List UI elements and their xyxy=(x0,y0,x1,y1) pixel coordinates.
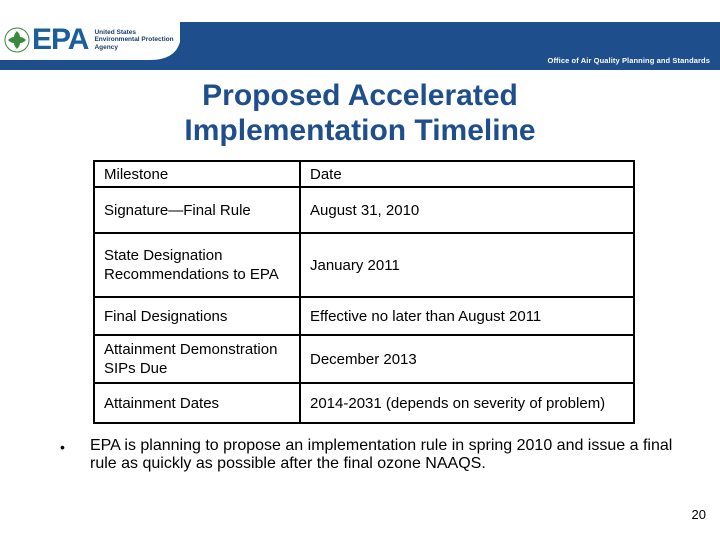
bullet-icon: • xyxy=(60,439,65,455)
table-row xyxy=(94,297,634,335)
epa-flower-icon xyxy=(4,27,30,53)
epa-logo-text: EPA xyxy=(32,23,89,56)
milestone-cell: Attainment Dates xyxy=(94,383,300,423)
date-cell: Effective no later than August 2011 xyxy=(300,297,634,335)
header-date: Date xyxy=(300,161,634,187)
date-cell: January 2011 xyxy=(300,233,634,297)
milestone-cell: State Designation Recommendations to EPA xyxy=(94,233,300,297)
date-cell: August 31, 2010 xyxy=(300,187,634,233)
office-name: Office of Air Quality Planning and Standards xyxy=(547,56,710,65)
table-row xyxy=(94,187,634,233)
table-header-row xyxy=(94,161,634,187)
header-milestone: Milestone xyxy=(94,161,300,187)
table-row xyxy=(94,233,634,297)
slide-header xyxy=(0,0,720,72)
timeline-table xyxy=(93,160,635,424)
epa-logo xyxy=(4,20,174,60)
bullet-item xyxy=(60,437,680,473)
date-cell: December 2013 xyxy=(300,335,634,383)
agency-name: United States Environmental Protection Agency xyxy=(94,28,174,51)
slide-title: Proposed Accelerated Implementation Timeline xyxy=(184,79,536,147)
milestone-cell: Attainment Demonstration SIPs Due xyxy=(94,335,300,383)
table-row xyxy=(94,335,634,383)
date-cell: 2014-2031 (depends on severity of problem) xyxy=(300,383,634,423)
bullet-text: EPA is planning to propose an implementation rule in spring 2010 and issue a final rule as quickly as possible after the final ozone NAAQS. xyxy=(90,437,673,472)
table-row xyxy=(94,383,634,423)
page-number: 20 xyxy=(691,507,706,522)
milestone-cell: Signature—Final Rule xyxy=(94,187,300,233)
milestone-cell: Final Designations xyxy=(94,297,300,335)
